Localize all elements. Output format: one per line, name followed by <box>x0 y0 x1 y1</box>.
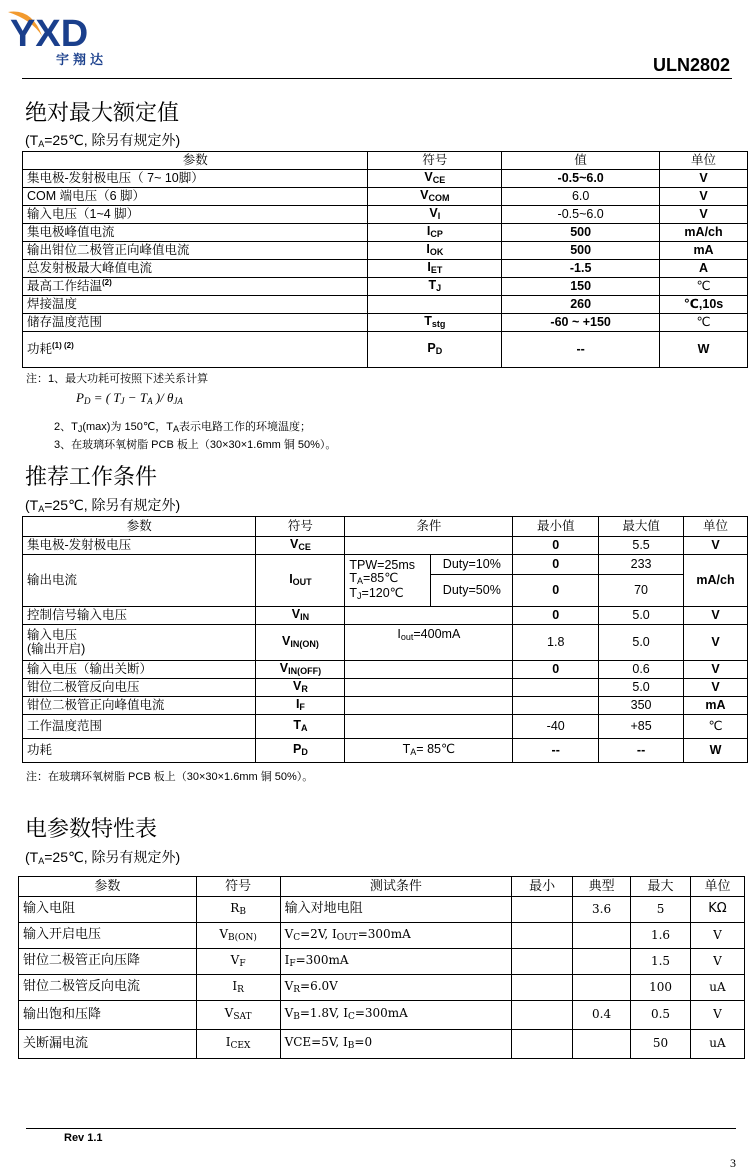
symbol: $R_B$ <box>196 897 280 923</box>
param: 输出饱和压降 <box>19 1001 197 1030</box>
symbol: $V_{CE}$ <box>256 537 345 555</box>
unit: V <box>660 170 748 188</box>
unit: V <box>684 607 748 625</box>
value: 150 <box>502 278 660 296</box>
table-row <box>19 949 745 975</box>
table-row <box>19 975 745 1001</box>
max: 5 <box>631 897 691 923</box>
min: 0 <box>513 575 599 607</box>
unit: V <box>660 206 748 224</box>
typ: 3.6 <box>573 897 631 923</box>
unit: V <box>691 923 745 949</box>
param: 总发射极最大峰值电流 <box>23 260 368 278</box>
header-min: 最小 <box>512 877 573 897</box>
table-row <box>23 296 748 314</box>
table-row <box>23 537 748 555</box>
param: 工作温度范围 <box>23 715 256 739</box>
min: 0 <box>513 537 599 555</box>
table-row <box>19 897 745 923</box>
table-row <box>23 715 748 739</box>
abs-max-condition: ($T_A=25℃$, 除另有规定外) <box>25 132 181 149</box>
part-number: ULN2802 <box>652 55 730 75</box>
condition-timing: TPW=25ms $T_A=85℃$ $T_J=120℃$ <box>345 555 431 607</box>
test-condition: $I_F=300mA$ <box>280 949 512 975</box>
header-symbol: 符号 <box>196 877 280 897</box>
revision: Rev 1.1 <box>64 1132 103 1144</box>
test-condition: 输入对地电阻 <box>280 897 512 923</box>
test-condition: $V_C=2V$, $I_{OUT}=300mA$ <box>280 923 512 949</box>
value: 500 <box>502 224 660 242</box>
abs-max-table <box>22 151 748 368</box>
max: 50 <box>631 1030 691 1059</box>
min <box>512 1001 573 1030</box>
table-row <box>23 661 748 679</box>
unit: V <box>684 537 748 555</box>
max: 5.0 <box>599 607 684 625</box>
min: -40 <box>513 715 599 739</box>
min: -- <box>513 739 599 763</box>
max: 0.6 <box>599 661 684 679</box>
symbol: $V_{IN}$ <box>256 607 345 625</box>
param: 输入开启电压 <box>19 923 197 949</box>
min <box>512 897 573 923</box>
param: COM 端电压（6 脚） <box>23 188 368 206</box>
rec-title: 推荐工作条件 <box>25 465 158 490</box>
typ <box>573 923 631 949</box>
unit: uA <box>691 975 745 1001</box>
header-param: 参数 <box>19 877 197 897</box>
table-row <box>23 170 748 188</box>
header-param: 参数 <box>23 152 368 170</box>
table-row <box>23 607 748 625</box>
unit: V <box>684 661 748 679</box>
typ <box>573 949 631 975</box>
table-row <box>23 697 748 715</box>
unit: mA <box>684 697 748 715</box>
max: 1.6 <box>631 923 691 949</box>
param: 集电极-发射极电压 <box>23 537 256 555</box>
table-row <box>23 625 748 661</box>
param: 集电极峰值电流 <box>23 224 368 242</box>
unit: mA/ch <box>684 555 748 607</box>
value: -- <box>502 332 660 368</box>
max: -- <box>599 739 684 763</box>
abs-max-title: 绝对最大额定值 <box>25 101 180 126</box>
table-row <box>23 278 748 296</box>
elec-title: 电参数特性表 <box>25 817 158 842</box>
page-number: 3 <box>730 1156 736 1170</box>
rec-note: 注：在玻璃环氧树脂 PCB 板上（30×30×1.6mm 铜 50%）。 <box>26 771 314 783</box>
table-header-row <box>23 517 748 537</box>
unit: V <box>660 188 748 206</box>
elec-condition: ($T_A=25℃$, 除另有规定外) <box>25 849 181 866</box>
value: -0.5~6.0 <box>502 170 660 188</box>
header-divider <box>22 78 732 79</box>
symbol: $V_F$ <box>196 949 280 975</box>
min <box>512 923 573 949</box>
table-row <box>23 260 748 278</box>
min <box>513 697 599 715</box>
symbol: $I_F$ <box>256 697 345 715</box>
max: +85 <box>599 715 684 739</box>
symbol: $V_{SAT}$ <box>196 1001 280 1030</box>
param: 控制信号输入电压 <box>23 607 256 625</box>
typ: 0.4 <box>573 1001 631 1030</box>
param: 钳位二极管反向电压 <box>23 679 256 697</box>
max: 0.5 <box>631 1001 691 1030</box>
symbol: $P_D$ <box>256 739 345 763</box>
symbol: $I_{ET}$ <box>368 260 502 278</box>
unit: mA <box>660 242 748 260</box>
unit: mA/ch <box>660 224 748 242</box>
symbol: $I_{OK}$ <box>368 242 502 260</box>
symbol: $T_A$ <box>256 715 345 739</box>
test-condition: VCE=5V, $I_B=0$ <box>280 1030 512 1059</box>
param: 功耗 <box>23 739 256 763</box>
header-typ: 典型 <box>573 877 631 897</box>
max: 233 <box>599 555 684 575</box>
header-symbol: 符号 <box>256 517 345 537</box>
table-row <box>23 332 748 368</box>
header-value: 值 <box>502 152 660 170</box>
unit: V <box>691 949 745 975</box>
footer-divider <box>26 1128 736 1129</box>
table-row <box>23 555 748 575</box>
symbol: $V_{B(ON)}$ <box>196 923 280 949</box>
logo-text: YXD <box>10 13 89 55</box>
unit: W <box>660 332 748 368</box>
condition <box>345 607 513 625</box>
header-min: 最小值 <box>513 517 599 537</box>
test-condition: $V_B=1.8V$, $I_C=300mA$ <box>280 1001 512 1030</box>
table-header-row <box>23 152 748 170</box>
symbol: $V_{CE}$ <box>368 170 502 188</box>
table-row <box>23 188 748 206</box>
symbol <box>368 296 502 314</box>
symbol: $T_J$ <box>368 278 502 296</box>
symbol: $I_{CP}$ <box>368 224 502 242</box>
symbol: $T_{stg}$ <box>368 314 502 332</box>
unit: KΩ <box>691 897 745 923</box>
symbol: $V_{IN(OFF)}$ <box>256 661 345 679</box>
table-row <box>23 679 748 697</box>
min <box>512 1030 573 1059</box>
condition-duty-50: Duty=50% <box>431 575 513 607</box>
param: 最高工作结温$^{(2)}$ <box>23 278 368 296</box>
unit: A <box>660 260 748 278</box>
condition-duty-10: Duty=10% <box>431 555 513 575</box>
test-condition: $V_R=6.0V$ <box>280 975 512 1001</box>
typ <box>573 975 631 1001</box>
condition <box>345 661 513 679</box>
abs-max-note-1: 注：1、最大功耗可按照下述关系计算 <box>26 373 209 385</box>
param: 关断漏电流 <box>19 1030 197 1059</box>
table-row <box>19 1030 745 1059</box>
value: -0.5~6.0 <box>502 206 660 224</box>
condition <box>345 679 513 697</box>
max: 70 <box>599 575 684 607</box>
header-symbol: 符号 <box>368 152 502 170</box>
max: 350 <box>599 697 684 715</box>
max: 5.0 <box>599 679 684 697</box>
unit: ℃ <box>684 715 748 739</box>
param: 钳位二极管正向峰值电流 <box>23 697 256 715</box>
param: 功耗$^{(1) (2)}$ <box>23 332 368 368</box>
header-unit: 单位 <box>691 877 745 897</box>
min: 0 <box>513 661 599 679</box>
abs-max-note-2: 2、$T_J(\max)$为 150℃，$T_A$表示电路工作的环境温度； <box>54 421 311 434</box>
condition: $I_{out}=400mA$ <box>345 625 513 661</box>
param: 焊接温度 <box>23 296 368 314</box>
header-max: 最大 <box>631 877 691 897</box>
unit: V <box>691 1001 745 1030</box>
table-row <box>23 314 748 332</box>
symbol: $V_R$ <box>256 679 345 697</box>
param: 输入电压（1~4 脚） <box>23 206 368 224</box>
condition <box>345 697 513 715</box>
abs-max-note-3: 3、在玻璃环氧树脂 PCB 板上（30×30×1.6mm 铜 50%）。 <box>54 439 337 451</box>
min: 0 <box>513 555 599 575</box>
value: -1.5 <box>502 260 660 278</box>
unit: ℃ <box>660 278 748 296</box>
min <box>513 679 599 697</box>
symbol: $V_{IN(ON)}$ <box>256 625 345 661</box>
param: 集电极-发射极电压（ 7~ 10脚） <box>23 170 368 188</box>
param: 输出钳位二极管正向峰值电流 <box>23 242 368 260</box>
header-unit: 单位 <box>660 152 748 170</box>
symbol: $I_R$ <box>196 975 280 1001</box>
min <box>512 949 573 975</box>
elec-table <box>18 876 745 1059</box>
max: 5.0 <box>599 625 684 661</box>
header-test-condition: 测试条件 <box>280 877 512 897</box>
logo-chinese-name: 宇翔达 <box>56 52 108 67</box>
header-unit: 单位 <box>684 517 748 537</box>
value: 500 <box>502 242 660 260</box>
param: 储存温度范围 <box>23 314 368 332</box>
param: 输入电压 (输出开启) <box>23 625 256 661</box>
min: 0 <box>513 607 599 625</box>
param: 钳位二极管反向电流 <box>19 975 197 1001</box>
value: -60 ~ +150 <box>502 314 660 332</box>
min <box>512 975 573 1001</box>
symbol: $V_{COM}$ <box>368 188 502 206</box>
max: 5.5 <box>599 537 684 555</box>
table-row <box>19 1001 745 1030</box>
unit: uA <box>691 1030 745 1059</box>
table-row <box>19 923 745 949</box>
unit: W <box>684 739 748 763</box>
power-formula: $P_D$ = ( $T_J - T_A$ )/ $\theta_{JA}$ <box>76 390 183 406</box>
rec-table <box>22 516 748 763</box>
condition <box>345 715 513 739</box>
condition <box>345 537 513 555</box>
rec-condition: ($T_A=25℃$, 除另有规定外) <box>25 497 181 514</box>
header-max: 最大值 <box>599 517 684 537</box>
condition: $T_A=$ 85℃ <box>345 739 513 763</box>
table-row <box>23 206 748 224</box>
param: 输入电阻 <box>19 897 197 923</box>
typ <box>573 1030 631 1059</box>
min: 1.8 <box>513 625 599 661</box>
symbol: $P_D$ <box>368 332 502 368</box>
max: 100 <box>631 975 691 1001</box>
table-row <box>23 242 748 260</box>
param: 输出电流 <box>23 555 256 607</box>
unit: ℃,10s <box>660 296 748 314</box>
symbol: $I_{CEX}$ <box>196 1030 280 1059</box>
value: 260 <box>502 296 660 314</box>
value: 6.0 <box>502 188 660 206</box>
header-param: 参数 <box>23 517 256 537</box>
unit: ℃ <box>660 314 748 332</box>
table-row <box>23 739 748 763</box>
unit: V <box>684 625 748 661</box>
table-header-row <box>19 877 745 897</box>
header-condition: 条件 <box>345 517 513 537</box>
max: 1.5 <box>631 949 691 975</box>
symbol: $I_{OUT}$ <box>256 555 345 607</box>
symbol: $V_I$ <box>368 206 502 224</box>
param: 钳位二极管正向压降 <box>19 949 197 975</box>
table-row <box>23 224 748 242</box>
unit: V <box>684 679 748 697</box>
param: 输入电压（输出关断） <box>23 661 256 679</box>
